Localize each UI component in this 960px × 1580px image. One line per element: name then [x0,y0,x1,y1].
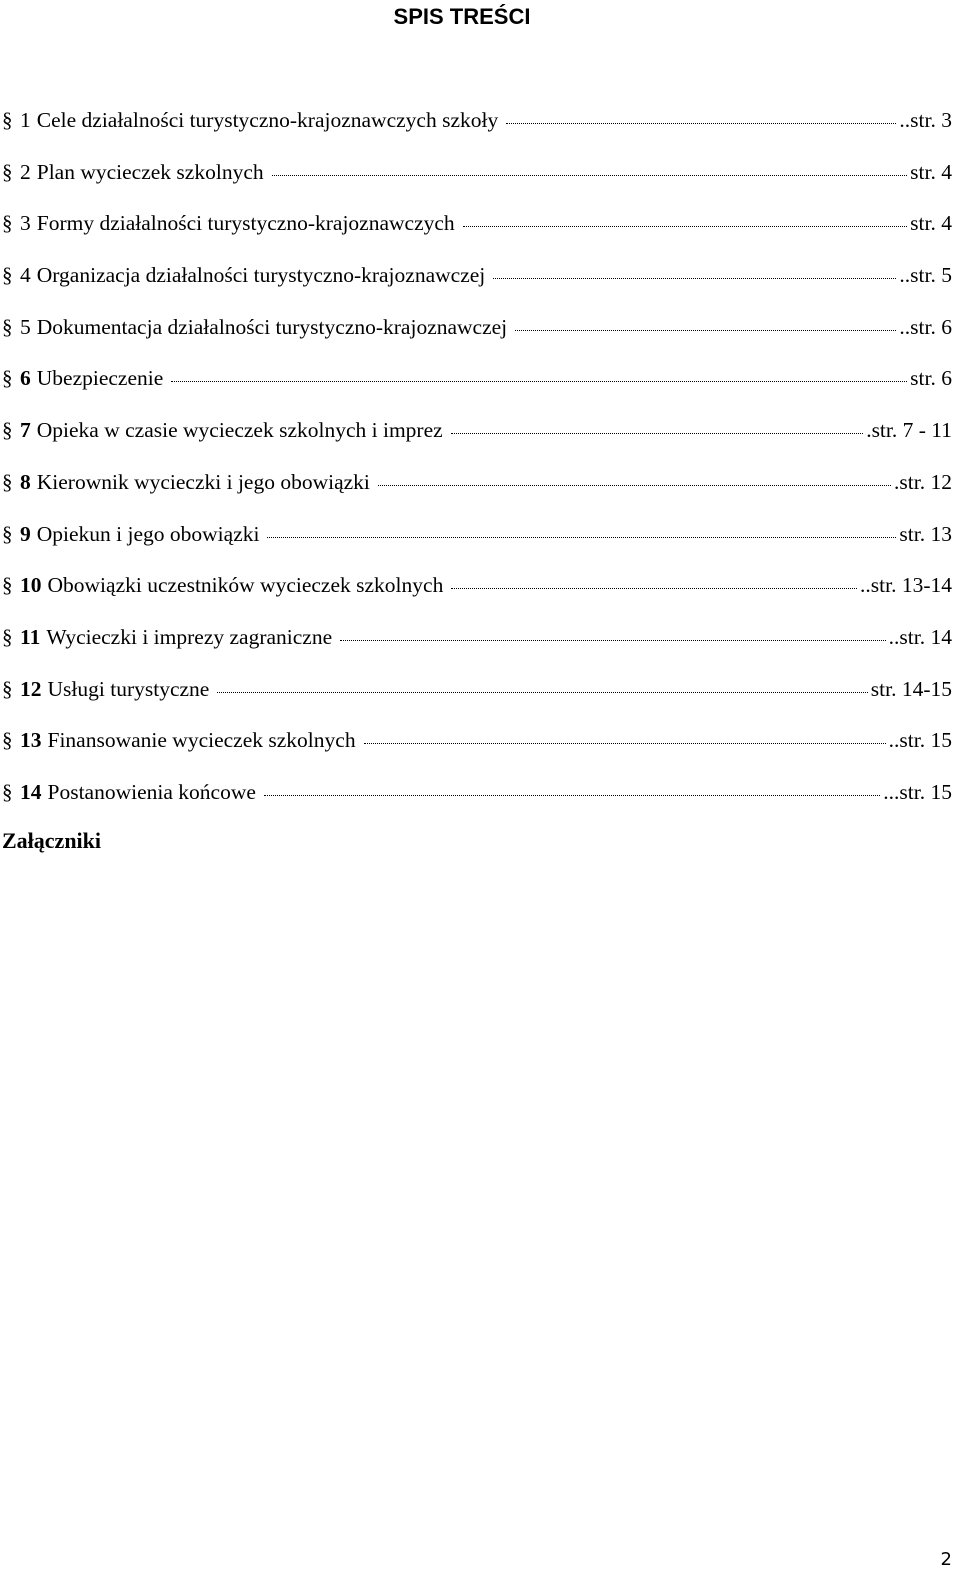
toc-entry-number: 14 [20,779,42,804]
section-symbol: § [2,108,13,132]
dot-leader [493,262,896,279]
dot-leader [506,107,896,124]
toc-entry-title: Usługi turystyczne [47,676,210,701]
toc-entry-page: ..str. 14 [888,624,952,649]
toc-entry-number: 10 [20,573,42,598]
section-symbol: § [2,521,13,546]
toc-entry-number: 7 [20,418,31,443]
toc-entry-number: 11 [20,624,41,649]
dot-leader [264,779,880,796]
dot-leader [378,469,891,486]
toc-entry-13[interactable] [0,722,960,774]
toc-entry-title: Postanowienia końcowe [47,779,256,804]
toc-entry-title: Cele działalności turystyczno-krajoznawczych szkoły [36,108,499,132]
dot-leader [515,314,896,331]
toc-entry-4[interactable] [0,257,960,309]
dot-leader [272,159,908,176]
toc-entry-number: 3 [20,211,31,236]
toc-entry-title: Organizacja działalności turystyczno-krajoznawczej [36,263,486,288]
toc-entry-page: ...str. 15 [883,779,952,804]
toc-entry-page: .str. 7 - 11 [866,418,952,443]
toc-entry-9[interactable] [0,516,960,568]
dot-leader [171,365,907,382]
section-symbol: § [2,366,13,391]
section-symbol: § [2,263,13,288]
toc-entry-number: 2 [20,159,31,184]
toc-entry-3[interactable] [0,205,960,257]
toc-entry-page: .str. 12 [894,469,952,494]
toc-entry-page: str. 13 [899,521,952,546]
toc-entry-12[interactable] [0,671,960,723]
toc-entry-page: ..str. 13-14 [860,573,952,598]
toc-entry-page: str. 4 [910,211,952,236]
section-symbol: § [2,469,13,494]
section-symbol: § [2,624,13,649]
toc-entry-11[interactable] [0,619,960,671]
toc-entry-title: Opiekun i jego obowiązki [36,521,260,546]
toc-entry-page: ..str. 6 [899,314,952,339]
toc-entry-number: 9 [20,521,31,546]
toc-entry-title: Formy działalności turystyczno-krajoznawczych [36,211,455,236]
section-symbol: § [2,211,13,236]
toc-entry-1[interactable] [0,102,960,154]
toc-entry-10[interactable] [0,567,960,619]
toc-entry-page: str. 6 [910,366,952,391]
dot-leader [340,624,886,641]
toc-entry-title: Finansowanie wycieczek szkolnych [47,728,356,753]
section-symbol: § [2,676,13,701]
table-of-contents [0,102,960,826]
toc-entry-number: 1 [20,108,31,132]
toc-entry-page: str. 14-15 [870,676,952,701]
toc-entry-number: 5 [20,314,31,339]
toc-entry-6[interactable] [0,360,960,412]
appendix-heading[interactable]: Załączniki [2,828,102,853]
toc-entry-page: str. 4 [910,159,952,184]
page-number: 2 [940,1549,952,1570]
toc-entry-page: ..str. 3 [899,108,952,132]
toc-entry-number: 13 [20,728,42,753]
dot-leader [451,417,864,434]
section-symbol: § [2,159,13,184]
toc-entry-number: 4 [20,263,31,288]
section-symbol: § [2,573,13,598]
toc-entry-14[interactable] [0,774,960,826]
toc-entry-7[interactable] [0,412,960,464]
dot-leader [463,210,908,227]
dot-leader [451,572,857,589]
toc-entry-number: 6 [20,366,31,391]
toc-entry-title: Obowiązki uczestników wycieczek szkolnych [47,573,444,598]
section-symbol: § [2,314,13,339]
toc-entry-number: 12 [20,676,42,701]
toc-entry-title: Plan wycieczek szkolnych [36,159,264,184]
section-symbol: § [2,418,13,443]
toc-entry-page: ..str. 5 [899,263,952,288]
toc-entry-title: Ubezpieczenie [36,366,164,391]
toc-entry-number: 8 [20,469,31,494]
toc-entry-title: Wycieczki i imprezy zagraniczne [46,624,333,649]
section-symbol: § [2,779,13,804]
toc-entry-title: Dokumentacja działalności turystyczno-krajoznawczej [36,314,508,339]
toc-entry-title: Kierownik wycieczki i jego obowiązki [36,469,370,494]
dot-leader [364,727,886,744]
page-title: SPIS TREŚCI [393,4,531,29]
toc-entry-8[interactable] [0,464,960,516]
toc-entry-2[interactable] [0,154,960,206]
toc-entry-5[interactable] [0,309,960,361]
toc-entry-page: ..str. 15 [888,728,952,753]
section-symbol: § [2,728,13,753]
toc-entry-title: Opieka w czasie wycieczek szkolnych i imprez [36,418,443,443]
dot-leader [217,676,867,693]
dot-leader [267,521,896,538]
